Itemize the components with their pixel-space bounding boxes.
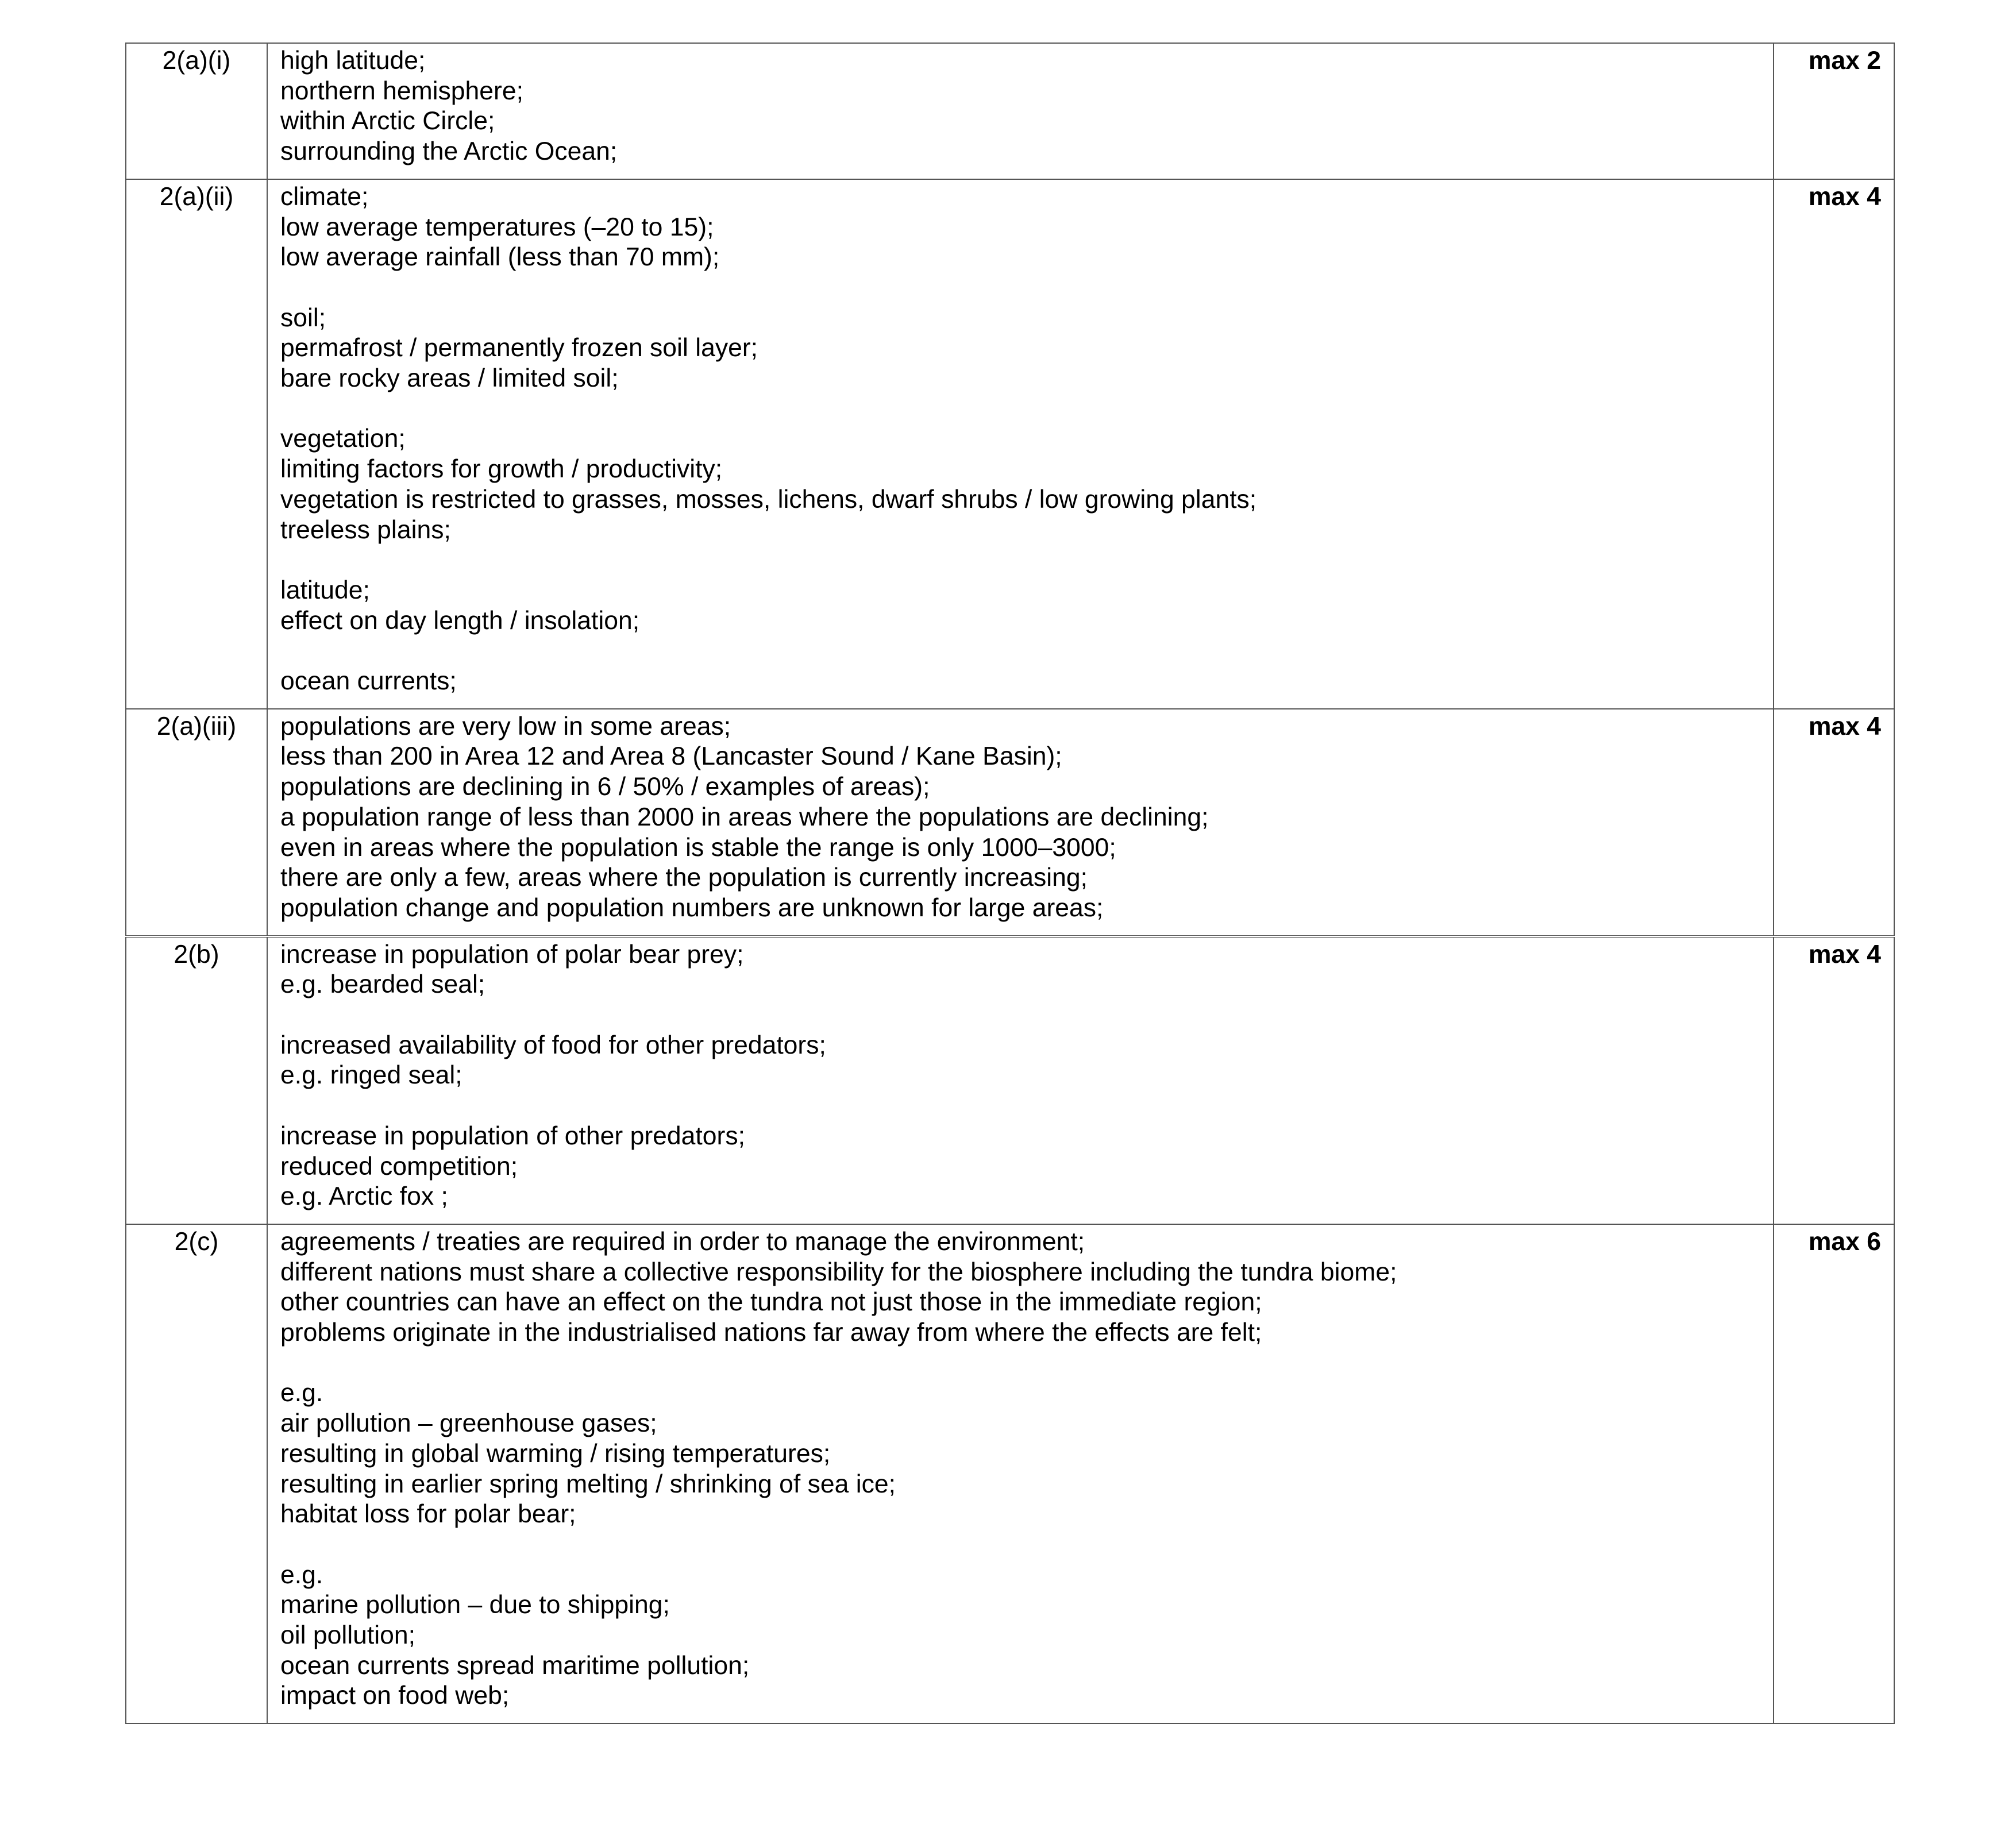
answer-cell <box>267 179 1774 709</box>
answer-line: agreements / treaties are required in order to manage the environment; <box>280 1227 1085 1256</box>
answer-line: climate; <box>280 182 369 211</box>
mark-scheme-body <box>126 43 1894 1723</box>
answer-line: populations are very low in some areas; <box>280 712 731 741</box>
answer-line: e.g. ringed seal; <box>280 1061 462 1090</box>
answer-line: different nations must share a collective responsibility for the biosphere including the tundra biome; <box>280 1258 1397 1286</box>
answer-line: permafrost / permanently frozen soil layer; <box>280 334 758 362</box>
answer-line: population change and population numbers are unknown for large areas; <box>280 893 1104 922</box>
answer-block <box>280 1378 1761 1530</box>
answer-line: vegetation is restricted to grasses, mosses, lichens, dwarf shrubs / low growing plants; <box>280 485 1257 514</box>
answer-line: soil; <box>280 303 326 332</box>
answer-line: marine pollution – due to shipping; <box>280 1591 670 1619</box>
answer-block <box>280 1031 1761 1091</box>
answer-line: reduced competition; <box>280 1152 518 1181</box>
answer-block <box>280 666 1761 697</box>
answer-line: effect on day length / insolation; <box>280 606 640 635</box>
answer-cell <box>267 1224 1774 1723</box>
answer-line: e.g. Arctic fox ; <box>280 1182 448 1211</box>
answer-line: air pollution – greenhouse gases; <box>280 1409 657 1438</box>
question-number: 2(b) <box>126 936 267 1224</box>
answer-line: e.g. <box>280 1379 323 1407</box>
max-marks: max 4 <box>1774 179 1894 709</box>
answer-line: ocean currents; <box>280 667 457 695</box>
mark-scheme-row <box>126 1224 1894 1723</box>
max-marks: max 4 <box>1774 936 1894 1224</box>
max-marks: max 4 <box>1774 709 1894 936</box>
mark-scheme-table <box>125 43 1895 1724</box>
mark-scheme-row <box>126 179 1894 709</box>
answer-line: within Arctic Circle; <box>280 107 495 136</box>
answer-block <box>280 303 1761 394</box>
answer-line: habitat loss for polar bear; <box>280 1500 576 1529</box>
answer-line: ocean currents spread maritime pollution; <box>280 1651 750 1680</box>
answer-line: resulting in global warming / rising temperatures; <box>280 1439 831 1468</box>
answer-block <box>280 424 1761 545</box>
answer-line: a population range of less than 2000 in areas where the populations are declining; <box>280 803 1209 831</box>
answer-block <box>280 1560 1761 1712</box>
mark-scheme-row <box>126 936 1894 1224</box>
answer-line: treeless plains; <box>280 515 451 544</box>
answer-line: other countries can have an effect on the tundra not just those in the immediate region; <box>280 1288 1262 1317</box>
answer-line: populations are declining in 6 / 50% / examples of areas); <box>280 773 930 801</box>
max-marks: max 6 <box>1774 1224 1894 1723</box>
answer-line: limiting factors for growth / productivity; <box>280 455 723 484</box>
answer-block <box>280 940 1761 1000</box>
answer-line: oil pollution; <box>280 1621 416 1650</box>
answer-line: there are only a few, areas where the population is currently increasing; <box>280 863 1088 892</box>
answer-cell <box>267 43 1774 179</box>
mark-scheme-row <box>126 43 1894 179</box>
answer-line: increased availability of food for other predators; <box>280 1031 826 1059</box>
answer-cell <box>267 936 1774 1224</box>
answer-line: e.g. bearded seal; <box>280 970 485 999</box>
answer-cell <box>267 709 1774 936</box>
answer-line: less than 200 in Area 12 and Area 8 (Lancaster Sound / Kane Basin); <box>280 742 1062 771</box>
answer-block <box>280 1121 1761 1212</box>
answer-line: latitude; <box>280 576 370 604</box>
answer-line: low average rainfall (less than 70 mm); <box>280 243 720 272</box>
answer-line: vegetation; <box>280 425 406 453</box>
answer-line: northern hemisphere; <box>280 76 523 105</box>
question-number: 2(c) <box>126 1224 267 1723</box>
answer-block <box>280 46 1761 167</box>
answer-line: low average temperatures (–20 to 15); <box>280 213 714 241</box>
question-number: 2(a)(i) <box>126 43 267 179</box>
mark-scheme-row <box>126 709 1894 936</box>
question-number: 2(a)(ii) <box>126 179 267 709</box>
answer-block <box>280 1227 1761 1348</box>
max-marks: max 2 <box>1774 43 1894 179</box>
answer-block <box>280 712 1761 924</box>
answer-line: bare rocky areas / limited soil; <box>280 364 619 393</box>
answer-line: e.g. <box>280 1560 323 1589</box>
question-number: 2(a)(iii) <box>126 709 267 936</box>
answer-line: even in areas where the population is stable the range is only 1000–3000; <box>280 833 1116 862</box>
answer-line: increase in population of other predators; <box>280 1121 745 1150</box>
answer-line: surrounding the Arctic Ocean; <box>280 137 618 166</box>
answer-line: increase in population of polar bear prey; <box>280 940 744 969</box>
answer-line: impact on food web; <box>280 1682 510 1710</box>
answer-line: high latitude; <box>280 47 426 75</box>
answer-block <box>280 576 1761 636</box>
answer-line: resulting in earlier spring melting / shrinking of sea ice; <box>280 1470 896 1498</box>
answer-line: problems originate in the industrialised nations far away from where the effects are felt; <box>280 1318 1262 1347</box>
answer-block <box>280 182 1761 273</box>
